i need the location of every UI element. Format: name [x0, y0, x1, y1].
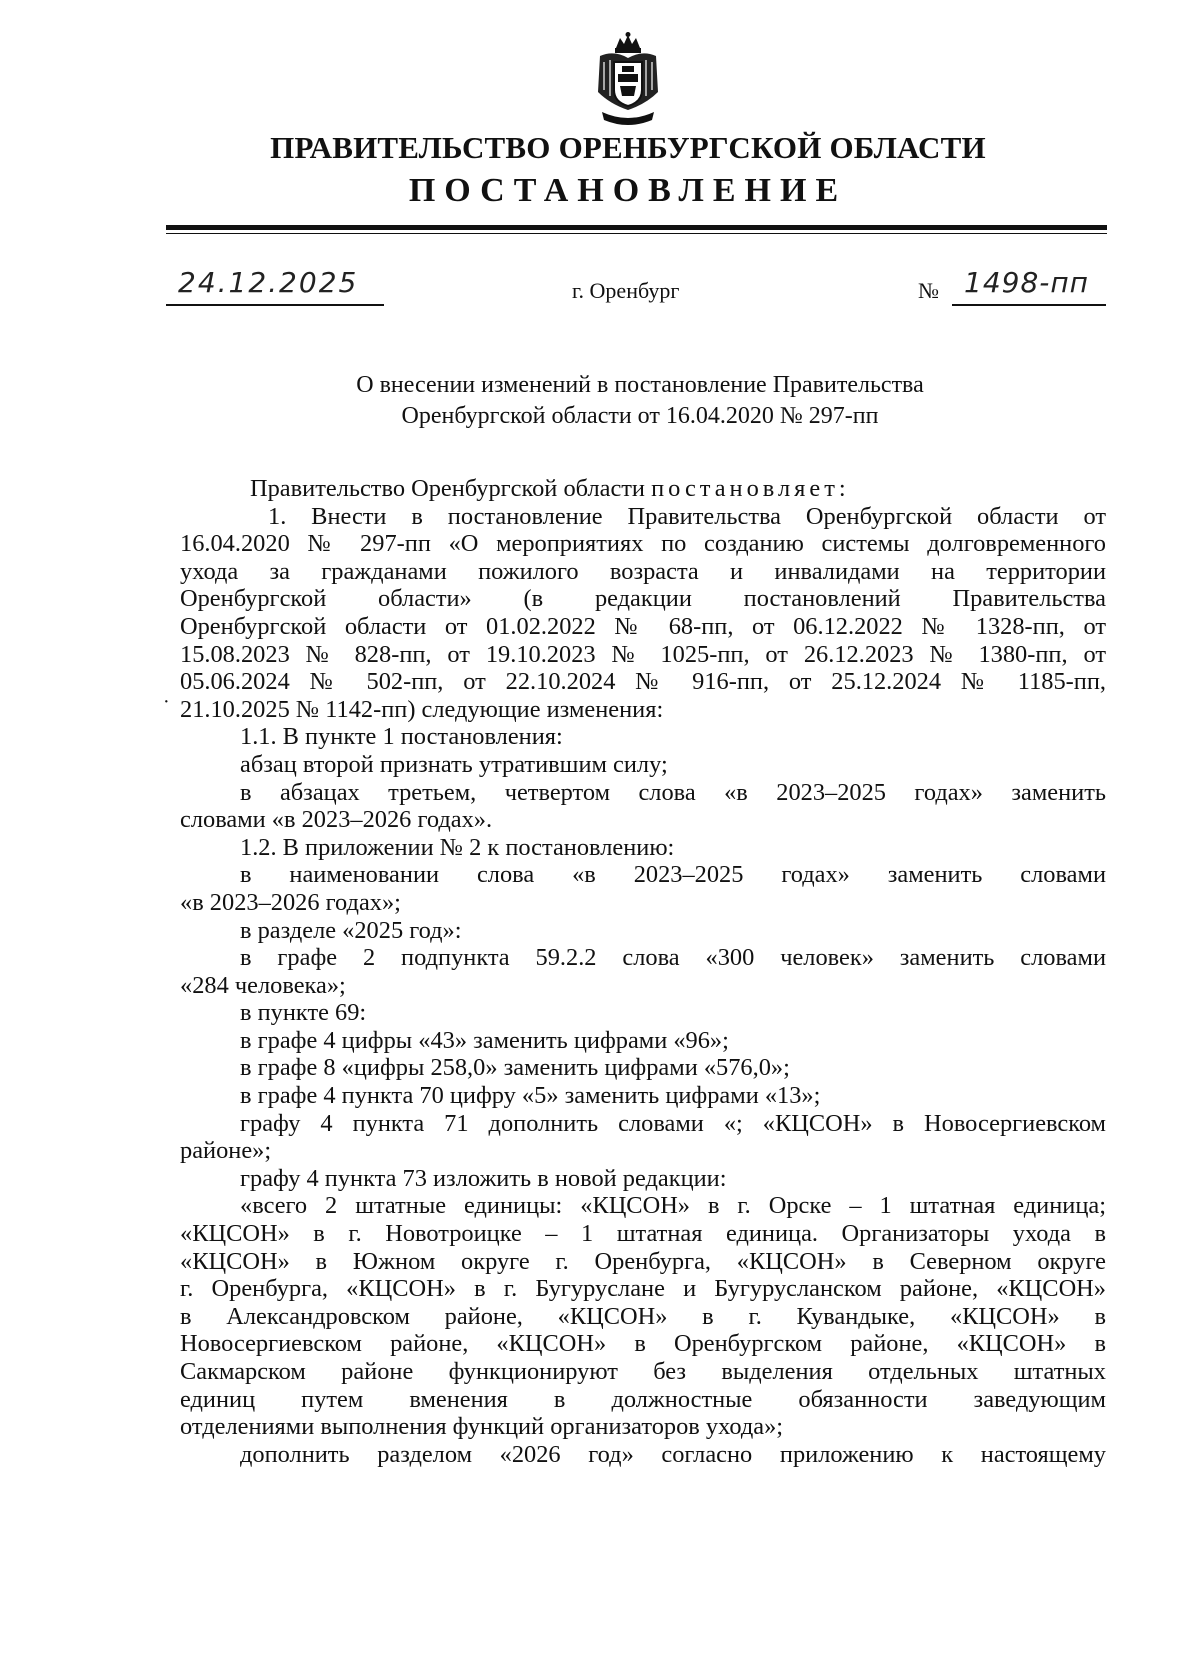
paragraph-line: 15.08.2023 № 828-пп, от 19.10.2023 № 1025-пп, от 26.12.2023 № 1380-пп, от [180, 640, 1106, 668]
paragraph-line: в наименовании слова «в 2023–2025 годах» заменить словами [240, 861, 1106, 889]
paragraph-line: Сакмарском районе функционируют без выделения отдельных штатных [180, 1358, 1106, 1385]
subject-line: О внесении изменений в постановление Правительства [356, 372, 924, 398]
organization-title: ПРАВИТЕЛЬСТВО ОРЕНБУРГСКОЙ ОБЛАСТИ [270, 130, 986, 165]
paragraph-line: 1.2. В приложении № 2 к постановлению: [240, 833, 675, 861]
paragraph-line: абзац второй признать утратившим силу; [240, 750, 668, 778]
document-subject [160, 370, 1120, 432]
number-field [952, 268, 1106, 306]
paragraph-line: графу 4 пункта 71 дополнить словами «; «КЦСОН» в Новосергиевском [240, 1109, 1106, 1137]
paragraph-line: ухода за гражданами пожилого возраста и инвалидами на территории [180, 557, 1106, 585]
header-divider-thin [166, 233, 1107, 234]
paragraph-line: графу 4 пункта 73 изложить в новой редакции: [240, 1164, 727, 1192]
paragraph-line: «КЦСОН» в Южном округе г. Оренбурга, «КЦСОН» в Северном округе [180, 1247, 1106, 1275]
handwritten-number: 1498-пп [964, 266, 1089, 299]
paragraph-line: в графе 2 подпункта 59.2.2 слова «300 человек» заменить словами [240, 944, 1106, 972]
document-type-heading: ПОСТАНОВЛЕНИЕ [408, 172, 848, 209]
body-intro [180, 475, 1106, 503]
coat-of-arms-icon [594, 32, 662, 130]
intro-text: Правительство Оренбургской области [250, 475, 652, 502]
paragraph-line: отделениями выполнения функций организаторов ухода»; [180, 1413, 784, 1441]
paragraph-line: в абзацах третьем, четвертом слова «в 2023–2025 годах» заменить [240, 778, 1106, 806]
paragraph-line: в Александровском районе, «КЦСОН» в г. Кувандыке, «КЦСОН» в [180, 1302, 1106, 1330]
paragraph-line: в графе 4 пункта 70 цифру «5» заменить цифрами «13»; [240, 1082, 821, 1110]
document-body [180, 475, 1106, 1468]
paragraph-line: 16.04.2020 № 297-пп «О мероприятиях по созданию системы долговременного [180, 530, 1106, 558]
paragraph-line: «всего 2 штатные единицы: «КЦСОН» в г. Орске – 1 штатная единица; [240, 1192, 1106, 1220]
paragraph-line: в графе 4 цифры «43» заменить цифрами «96»; [240, 1026, 729, 1054]
date-field [166, 268, 384, 306]
paragraph-line: 05.06.2024 № 502-пп, от 22.10.2024 № 916-пп, от 25.12.2024 № 1185-пп, [180, 668, 1106, 696]
paragraph-line: Новосергиевском районе, «КЦСОН» в Оренбургском районе, «КЦСОН» в [180, 1330, 1106, 1358]
paragraph-line: Оренбургской области» (в редакции постановлений Правительства [180, 585, 1106, 613]
intro-verb: постановляет: [651, 475, 850, 502]
paragraph-line: в пункте 69: [240, 999, 367, 1027]
paragraph-line: г. Оренбурга, «КЦСОН» в г. Бугуруслане и Бугурусланском районе, «КЦСОН» [180, 1275, 1106, 1303]
margin-mark: · [163, 691, 170, 713]
paragraph-line: 1.1. В пункте 1 постановления: [240, 723, 563, 751]
paragraph-line: «КЦСОН» в г. Новотроицке – 1 штатная единица. Организаторы ухода в [180, 1220, 1106, 1248]
header-divider-thick [166, 225, 1107, 230]
number-sign: № [918, 278, 939, 303]
paragraph-line: единиц путем вменения в должностные обязанности заведующим [180, 1385, 1106, 1413]
subject-line: Оренбургской области от 16.04.2020 № 297-пп [401, 403, 879, 429]
paragraph-line: 1. Внести в постановление Правительства Оренбургской области от [268, 502, 1106, 530]
paragraph-line: 21.10.2025 № 1142-пп) следующие изменения: [180, 695, 664, 723]
paragraph-line: районе»; [180, 1137, 272, 1165]
city-label: г. Оренбург [572, 278, 680, 303]
paragraph-line: в разделе «2025 год»: [240, 916, 462, 944]
paragraph-line: «284 человека»; [180, 971, 346, 999]
paragraph-line: в графе 8 «цифры 258,0» заменить цифрами «576,0»; [240, 1054, 790, 1082]
paragraph-line: Оренбургской области от 01.02.2022 № 68-пп, от 06.12.2022 № 1328-пп, от [180, 612, 1106, 640]
paragraph-line: «в 2023–2026 годах»; [180, 888, 401, 916]
handwritten-date: 24.12.2025 [178, 266, 359, 299]
paragraph-line: дополнить разделом «2026 год» согласно приложению к настоящему [240, 1440, 1106, 1468]
paragraph-line: словами «в 2023–2026 годах». [180, 806, 493, 834]
